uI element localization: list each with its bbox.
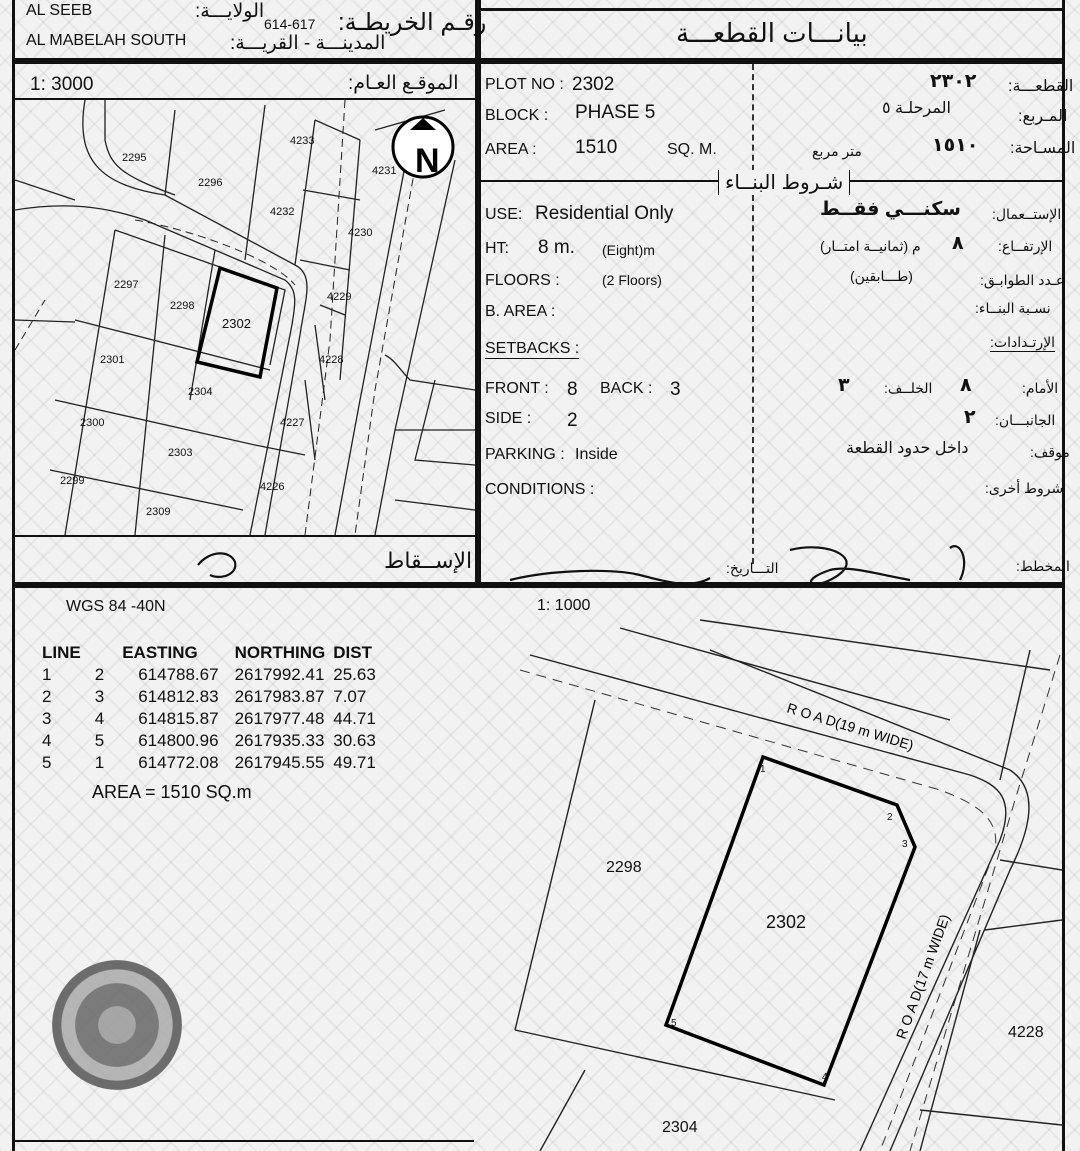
plotinfo-vertical-divider (752, 64, 754, 564)
cell-easting: 614812.83 (138, 687, 219, 706)
date-label: التـــاريخ: (726, 560, 779, 576)
loc-plot-2300: 2300 (80, 417, 105, 429)
bottom-stamp-box (12, 1140, 474, 1142)
official-seal-icon (52, 960, 182, 1090)
cell-northing: 2617945.55 (234, 753, 325, 772)
map-number: 614-617 (264, 16, 316, 32)
cell-to: 3 (94, 687, 105, 706)
vertex-label: 4 (822, 1072, 828, 1083)
barea-ar-label: نسـبة البنــاء: (975, 300, 1051, 316)
cell-to: 1 (94, 753, 105, 772)
vertex-label: 1 (760, 764, 766, 775)
loc-plot-4229: 4229 (327, 291, 352, 303)
front-ar-label: الأمام: (1022, 380, 1059, 396)
coords-header (85, 642, 108, 664)
road-17m-label: R O A D(17 m WIDE) (892, 912, 953, 1042)
parking-value: Inside (575, 446, 618, 463)
use-ar-label: الإستــعمال: (992, 206, 1062, 222)
area-ar-label: المسـاحة: (1010, 140, 1076, 157)
plot-data-title: بيانـــات القطعـــة (676, 18, 868, 48)
cell-from: 2 (42, 687, 52, 706)
parking-ar-value: داخل حدود القطعة (846, 440, 969, 457)
table-row (38, 752, 380, 774)
cell-easting: 614815.87 (138, 709, 219, 728)
area-unit-ar: متر مربع (812, 143, 862, 159)
vertex-label: 2 (887, 812, 893, 823)
cell-dist: 30.63 (333, 731, 376, 750)
block-value: PHASE 5 (575, 102, 656, 123)
coordinates-table (38, 642, 380, 774)
frame-top-right (478, 8, 1065, 11)
block-ar-value: المرحلـة ٥ (882, 100, 951, 117)
table-row (38, 686, 380, 708)
cell-easting: 614788.67 (138, 665, 219, 684)
use-value: Residential Only (535, 203, 674, 224)
plot-no-value: 2302 (572, 74, 615, 95)
conditions-title: شـروط البنــاء (718, 170, 850, 195)
survey-plot-label: 2302 (766, 912, 807, 932)
location-map (15, 100, 475, 535)
loc-plot-2298: 2298 (170, 300, 195, 312)
ht-label: HT: (485, 240, 509, 257)
cell-dist: 49.71 (333, 753, 376, 772)
loc-plot-2303: 2303 (168, 447, 193, 459)
coords-header: LINE (42, 643, 81, 662)
cell-northing: 2617977.48 (234, 709, 325, 728)
coords-header: EASTING (122, 643, 198, 662)
loc-plot-2299: 2299 (60, 475, 85, 487)
table-row (38, 730, 380, 752)
parking-label: PARKING : (485, 446, 565, 463)
conditions-label: CONDITIONS : (485, 481, 595, 498)
survey-plot-label: 2304 (662, 1119, 698, 1136)
floors-value: (2 Floors) (602, 272, 662, 288)
area-value: 1510 (575, 137, 618, 158)
cell-northing: 2617983.87 (234, 687, 325, 706)
road-19m-label: R O A D(19 m WIDE) (785, 699, 916, 754)
survey-plan (440, 600, 1062, 1151)
back-label: BACK : (600, 380, 653, 397)
planner-label: المخطط: (1016, 558, 1070, 574)
ht-ar-words: م (ثمانيــة امتــار) (820, 238, 921, 254)
cell-dist: 7.07 (333, 687, 367, 706)
cell-to: 4 (94, 709, 105, 728)
cell-to: 5 (94, 731, 105, 750)
area-unit: SQ. M. (667, 141, 717, 158)
loc-plot-4233: 4233 (290, 135, 315, 147)
use-ar-value: سكنـــي فقــط (820, 199, 961, 220)
area-label: AREA : (485, 141, 537, 158)
vertex-label: 5 (671, 1018, 677, 1029)
table-row (38, 708, 380, 730)
use-label: USE: (485, 206, 523, 223)
loc-plot-4228: 4228 (319, 354, 344, 366)
front-ar-value: ٨ (960, 375, 972, 396)
loc-plot-4227: 4227 (280, 417, 305, 429)
loc-plot-2297: 2297 (114, 279, 139, 291)
loc-plot-4231: 4231 (372, 165, 397, 177)
back-ar-value: ٣ (838, 375, 850, 396)
location-scale: 1: 3000 (30, 74, 94, 95)
cell-northing: 2617935.33 (234, 731, 325, 750)
front-value: 8 (567, 379, 578, 400)
loc-plot-4230: 4230 (348, 227, 373, 239)
coord-system: WGS 84 -40N (66, 598, 166, 615)
projection-label: الإســقاط (384, 548, 473, 573)
side-ar-value: ٢ (964, 407, 976, 428)
plot-no-ar-value: ٢٣٠٢ (930, 71, 977, 92)
vertex-label: 3 (902, 839, 908, 850)
plot-no-ar-label: القطعـــة: (1008, 78, 1074, 95)
ht-ar-label: الإرتفــاع: (998, 238, 1053, 254)
frame-mid-vertical (475, 0, 481, 588)
setbacks-label: SETBACKS : (485, 340, 580, 357)
table-row (38, 664, 380, 686)
location-label: الموقـع العـام: (348, 73, 459, 94)
loc-plot-2301: 2301 (100, 354, 125, 366)
frame-header-divider (12, 58, 1065, 64)
village-ar: المدينـــة - القريـــة: (230, 33, 386, 54)
coords-header: DIST (333, 643, 372, 662)
cell-from: 4 (42, 731, 52, 750)
cell-from: 5 (42, 753, 52, 772)
cell-from: 3 (42, 709, 52, 728)
cell-northing: 2617992.41 (234, 665, 325, 684)
map-number-label-ar: رقـم الخريطـة: (338, 9, 487, 36)
barea-label: B. AREA : (485, 303, 556, 320)
survey-plot-label: 4228 (1008, 1024, 1044, 1041)
front-label: FRONT : (485, 380, 549, 397)
ht-ar-value: ٨ (952, 233, 964, 254)
loc-plot-4226: 4226 (260, 481, 285, 493)
wilayat-ar: الولايـــة: (195, 1, 265, 22)
conditions-ar-label: شروط أخرى: (985, 480, 1064, 496)
block-ar-label: المـربع: (1018, 108, 1068, 125)
area-ar-value: ١٥١٠ (932, 135, 979, 156)
loc-plot-2309: 2309 (146, 506, 171, 518)
setbacks-ar-label: الإرتـدادات: (990, 334, 1056, 350)
cell-to: 2 (94, 665, 105, 684)
loc-plot-2296: 2296 (198, 177, 223, 189)
parking-ar-label: موقف: (1030, 444, 1070, 460)
frame-right (1062, 0, 1065, 1151)
cell-easting: 614800.96 (138, 731, 219, 750)
ht-words: (Eight)m (602, 242, 655, 258)
back-value: 3 (670, 379, 681, 400)
block-label: BLOCK : (485, 107, 549, 124)
cell-dist: 25.63 (333, 665, 376, 684)
survey-scale: 1: 1000 (537, 597, 591, 614)
loc-plot-4232: 4232 (270, 206, 295, 218)
floors-ar-label: عـدد الطوابـق: (980, 272, 1065, 288)
side-ar-label: الجانبـــان: (995, 412, 1056, 428)
floors-ar-value: (طـــابقين) (850, 268, 913, 284)
side-value: 2 (567, 410, 578, 431)
floors-label: FLOORS : (485, 272, 560, 289)
coords-header: NORTHING (234, 643, 326, 662)
loc-plot-2295: 2295 (122, 152, 147, 164)
side-label: SIDE : (485, 410, 532, 427)
loc-plot-2302: 2302 (222, 316, 251, 331)
cell-easting: 614772.08 (138, 753, 219, 772)
cell-from: 1 (42, 665, 52, 684)
survey-area: AREA = 1510 SQ.m (92, 782, 252, 802)
svg-text:N: N (415, 142, 440, 180)
wilayat-en: AL SEEB (26, 2, 93, 19)
back-ar-label: الخلــف: (884, 380, 933, 396)
village-en: AL MABELAH SOUTH (26, 32, 187, 49)
ht-value: 8 m. (538, 237, 575, 258)
cell-dist: 44.71 (333, 709, 376, 728)
loc-plot-2304: 2304 (188, 386, 213, 398)
coords-header-row (38, 642, 380, 664)
plot-no-label: PLOT NO : (485, 76, 564, 93)
survey-plot-label: 2298 (606, 859, 642, 876)
